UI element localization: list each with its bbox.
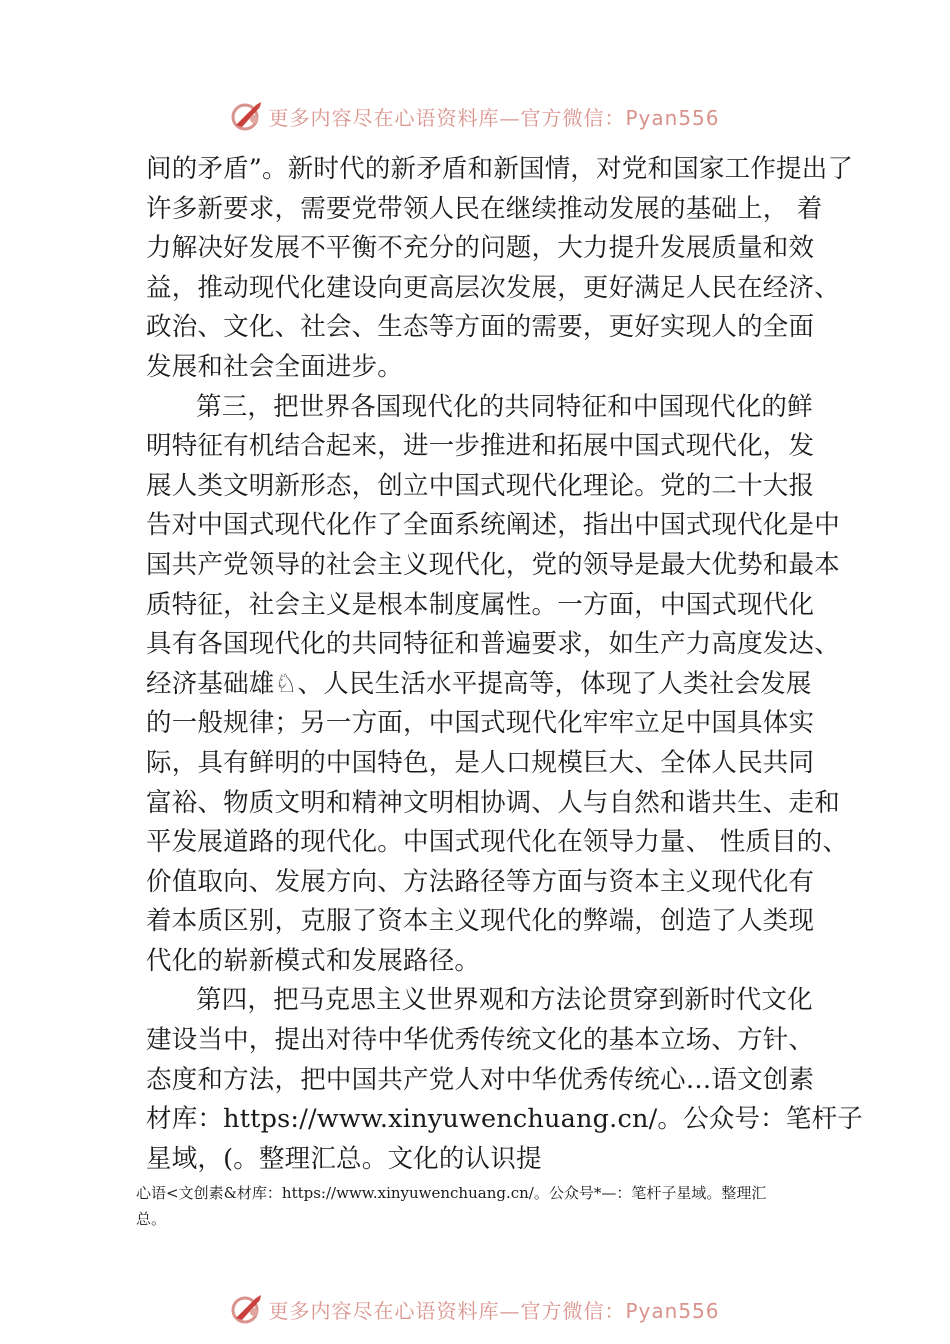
header-banner — [0, 96, 950, 136]
body-line: 星域，(。整理汇总。文化的认识提 — [146, 1143, 542, 1174]
footer-wechat-id: Pyan556 — [625, 1298, 720, 1323]
body-line: 际，具有鲜明的中国特色，是人口规模巨大、全体人民共同 — [146, 747, 815, 778]
body-line: 展人类文明新形态，创立中国式现代化理论。党的二十大报 — [146, 470, 815, 501]
body-line: 价值取向、发展方向、方法路径等方面与资本主义现代化有 — [146, 866, 815, 897]
body-line: 具有各国现代化的共同特征和普遍要求，如生产力高度发达、 — [146, 629, 840, 660]
body-line: 质特征，社会主义是根本制度属性。一方面，中国式现代化 — [146, 589, 815, 620]
body-line: 间的矛盾”。新时代的新矛盾和新国情，对党和国家工作提出了 — [146, 154, 854, 184]
body-line: 第三，把世界各国现代化的共同特征和中国现代化的鲜 — [196, 391, 813, 422]
body-line: 政治、文化、社会、生态等方面的需要，更好实现人的全面 — [146, 312, 815, 343]
body-line: 许多新要求，需要党带领人民在继续推动发展的基础上， 着 — [146, 193, 823, 224]
footnote-line: 心语<文创素&材库：https://www.xinyuwenchuang.cn/。公众号*—：笔杆子星域。整理汇 — [136, 1184, 767, 1202]
body-line: 发展和社会全面进步。 — [146, 351, 404, 382]
body-line: 的一般规律；另一方面，中国式现代化牢牢立足中国具体实 — [146, 708, 815, 739]
body-line: 益，推动现代化建设向更高层次发展，更好满足人民在经济、 — [146, 272, 840, 303]
body-line: 告对中国式现代化作了全面系统阐述，指出中国式现代化是中 — [146, 510, 840, 541]
body-line: 国共产党领导的社会主义现代化，党的领导是最大优势和最本 — [146, 549, 840, 580]
body-line: 平发展道路的现代化。中国式现代化在领导力量、 性质目的、 — [146, 827, 849, 858]
body-line: 第四，把马克思主义世界观和方法论贯穿到新时代文化 — [196, 985, 813, 1016]
footer-banner — [0, 1289, 950, 1329]
footer-banner-text: 更多内容尽在心语资料库—官方微信：Pyan556 — [268, 1298, 720, 1323]
body-line: 着本质区别，克服了资本主义现代化的弊端，创造了人类现 — [146, 906, 815, 937]
body-line: 明特征有机结合起来，进一步推进和拓展中国式现代化，发 — [146, 431, 815, 462]
body-line: 力解决好发展不平衡不充分的问题，大力提升发展质量和效 — [146, 233, 815, 264]
quill-logo-icon — [230, 1292, 264, 1326]
body-line: 代化的崭新模式和发展路径。 — [146, 945, 481, 976]
footnote — [136, 1180, 836, 1232]
quill-logo-icon — [230, 99, 264, 133]
footnote-line: 总。 — [136, 1210, 167, 1228]
header-wechat-id: Pyan556 — [625, 105, 720, 130]
body-line: 态度和方法，把中国共产党人对中华优秀传统心…语文创素 — [146, 1064, 815, 1095]
body-line: 富裕、物质文明和精神文明相协调、人与自然和谐共生、走和 — [146, 787, 840, 818]
body-line: 材库：https://www.xinyuwenchuang.cn/。公众号：笔杆子 — [146, 1104, 863, 1135]
body-line: 建设当中，提出对待中华优秀传统文化的基本立场、方针、 — [146, 1025, 815, 1056]
document-body — [146, 150, 863, 1179]
header-banner-text: 更多内容尽在心语资料库—官方微信：Pyan556 — [268, 105, 720, 130]
body-line: 经济基础雄♘、人民生活水平提高等，体现了人类社会发展 — [146, 668, 812, 699]
